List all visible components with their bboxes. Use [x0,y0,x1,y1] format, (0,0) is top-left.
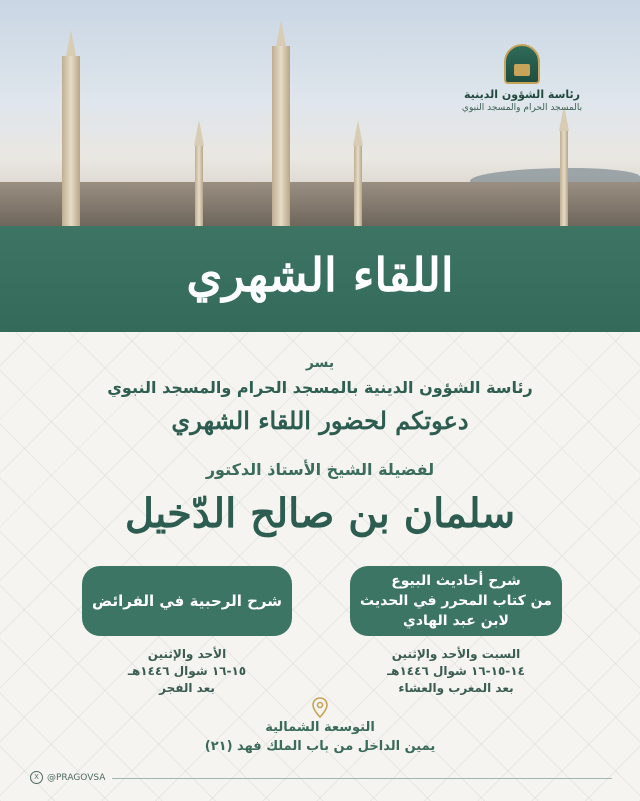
session-title-line: من كتاب المحرر في الحديث [360,593,552,609]
minaret [195,146,203,226]
minaret [62,56,80,226]
speaker-honorific: لفضيلة الشيخ الأستاذ الدكتور [205,460,435,479]
minaret [560,131,568,226]
location-name: التوسعة الشمالية [265,720,375,735]
session-title-line: شرح الرحبية في الفرائض [92,592,282,610]
session-dates: ١٤-١٥-١٦ شوال ١٤٤٦هـ [387,664,525,678]
session-title-line: شرح أحاديث البيوع [391,573,521,589]
intro-opening: يسر [305,355,335,371]
session-dates: ١٥-١٦ شوال ١٤٤٦هـ [127,664,247,678]
session-days: الأحد والإثنين [147,647,227,661]
location-pin-icon [308,696,332,720]
session-schedule-rahbiyya [82,646,292,697]
session-time: بعد المغرب والعشاء [398,681,514,695]
session-days: السبت والأحد والإثنين [391,647,521,661]
event-title: اللقاء الشهري [186,248,454,302]
minaret [354,146,362,226]
minaret [272,46,290,226]
session-time: بعد الفجر [159,681,215,695]
presidency-logo-icon [504,44,540,84]
intro-organization: رئاسة الشؤون الدينية بالمسجد الحرام والمسجد النبوي [107,378,533,397]
brand-subtitle: بالمسجد الحرام والمسجد النبوي [461,103,583,113]
footer-divider [112,778,612,779]
title-band [0,226,640,332]
mosque-photo [0,0,640,226]
brand-logo-block [432,44,612,134]
session-schedule-sales-hadith [350,646,562,697]
location-detail: يمين الداخل من باب الملك فهد (٢١) [204,739,436,754]
city-skyline [0,182,640,226]
social-handle[interactable] [30,771,105,784]
speaker-name: سلمان بن صالح الدّخيل [124,490,516,537]
session-card-sales-hadith [350,566,562,636]
session-title-line: لابن عبد الهادي [403,613,509,629]
x-icon: X [30,771,43,784]
brand-name: رئاسة الشؤون الدينية [464,88,580,101]
social-handle-text: @PRAGOVSA [47,772,106,783]
session-card-rahbiyya [82,566,292,636]
intro-invitation: دعوتكم لحضور اللقاء الشهري [171,406,469,435]
